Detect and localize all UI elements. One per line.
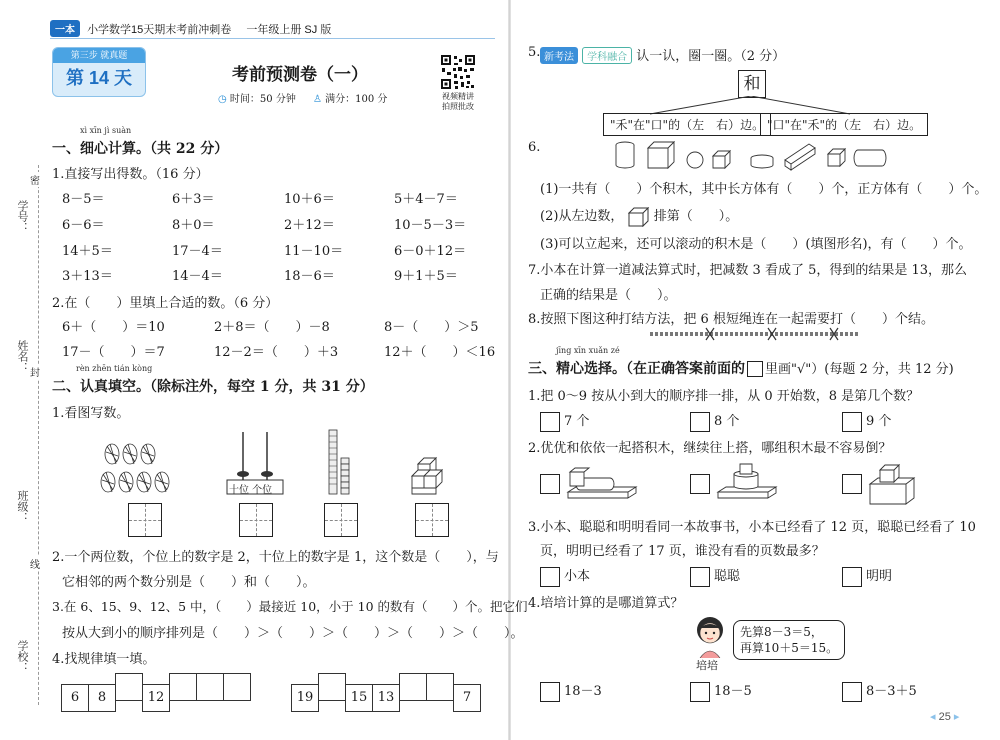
- qr-caption-grade: 拍照批改: [442, 102, 474, 111]
- time-limit: 时间：50 分钟: [229, 94, 296, 105]
- person-icon: ♙: [313, 94, 322, 105]
- option-label: 小本: [564, 569, 591, 584]
- q7-line1: 7.小本在计算一道减法算式时，把减数 3 看成了 5，得到的结果是 13，那么: [528, 263, 968, 278]
- cube-icon: [628, 207, 650, 227]
- checkbox[interactable]: [540, 412, 560, 432]
- new-method-badge: 新考法: [540, 47, 578, 64]
- mc3-option-b[interactable]: [690, 565, 740, 587]
- page-number: [930, 710, 959, 723]
- answer-checkbox-sample: [747, 361, 763, 377]
- s2-q3-line2: 按从大到小的顺序排列是（ ）＞（ ）＞（ ）＞（ ）＞（ ）。: [62, 626, 524, 641]
- s2-q3-line1: 3.在 6、15、9、12、5 中，（ ）最接近 10，小于 10 的数有（ ）个。把它们: [52, 599, 528, 614]
- calc-item: 10＋6＝: [284, 192, 335, 207]
- step-label: 第三步 就真题: [53, 48, 145, 63]
- section1-heading: 一、细心计算。（共 22 分）: [52, 141, 229, 157]
- mc4-option-a[interactable]: [540, 680, 602, 702]
- next-page-icon: ▸: [953, 711, 960, 723]
- seq-cell: 8: [88, 684, 116, 712]
- seal-mark-3: 线: [30, 556, 40, 571]
- page-number-value: 25: [938, 711, 951, 723]
- section3-title: [528, 346, 954, 378]
- checkbox[interactable]: [540, 682, 560, 702]
- checkbox[interactable]: [690, 682, 710, 702]
- fill-item: 12－2＝（ ）＋3: [214, 345, 339, 360]
- option-label: 7 个: [564, 414, 590, 429]
- q6-part2: [540, 205, 738, 227]
- mc3-line2: 页，明明已经看了 17 页，谁没有看的页数最多？: [540, 544, 825, 559]
- calc-item: 8＋0＝: [172, 218, 215, 233]
- seq-cell: 19: [291, 684, 319, 712]
- seq-cell: 6: [61, 684, 89, 712]
- calc-item: 10－5－3＝: [394, 218, 467, 233]
- calc-item: 17－4＝: [172, 244, 223, 259]
- mc1-option-b[interactable]: [690, 410, 739, 432]
- seq-cell: 13: [372, 684, 400, 712]
- qr-caption: [438, 92, 478, 112]
- section2-pinyin: rèn zhēn tián kòng: [76, 364, 153, 373]
- exam-meta: [218, 90, 387, 105]
- block-stack-b-picture: [714, 462, 784, 504]
- q6-part2-prefix: (2)从左边数，: [540, 209, 624, 224]
- mc1-option-c[interactable]: [842, 410, 891, 432]
- fill-item: 17－（ ）＝7: [62, 345, 165, 360]
- seq-cell[interactable]: [223, 673, 251, 701]
- checkbox[interactable]: [690, 474, 710, 494]
- option-label: 18－3: [564, 684, 602, 699]
- character-box: 和: [738, 70, 766, 98]
- option-left-box[interactable]: "禾"在"口"的（左 右）边。: [603, 113, 771, 136]
- option-right-box[interactable]: "口"在"禾"的（左 右）边。: [760, 113, 928, 136]
- fill-item: 2＋8＝（ ）－8: [214, 320, 330, 335]
- s2-q1: 1.看图写数。: [52, 406, 130, 421]
- sequence-1: [62, 673, 251, 712]
- student-id-label: 学号：: [16, 200, 29, 233]
- seq-cell[interactable]: [426, 673, 454, 701]
- class-label: 班级：: [16, 490, 29, 523]
- fill-item: 6＋（ ）＝10: [62, 320, 165, 335]
- grade-label: 一年级上册 SJ 版: [246, 24, 332, 36]
- q6-number: 6.: [528, 140, 541, 155]
- section3-heading-a: 三、精心选择。（在正确答案前面的: [528, 361, 745, 377]
- mc3-option-c[interactable]: [842, 565, 892, 587]
- calc-item: 14－4＝: [172, 269, 223, 284]
- sequence-2: [292, 673, 481, 712]
- day-label: 第 14 天: [65, 68, 133, 88]
- checkbox[interactable]: [842, 567, 862, 587]
- clock-icon: ◷: [218, 94, 227, 105]
- q5-text: 认一认，圈一圈。（2 分）: [636, 49, 786, 64]
- rope-knots-picture: [650, 326, 860, 342]
- ten-rod-picture: [325, 428, 355, 496]
- school-label: 学校：: [16, 640, 29, 673]
- section1-title: [52, 126, 229, 158]
- checkbox[interactable]: [842, 682, 862, 702]
- mc4-option-b[interactable]: [690, 680, 752, 702]
- q6-part1: (1)一共有（ ）个积木，其中长方体有（ ）个，正方体有（ ）个。: [540, 182, 988, 197]
- calc-item: 11－10＝: [284, 244, 344, 259]
- brand-logo: 一本: [50, 20, 80, 37]
- calc-item: 8－5＝: [62, 192, 105, 207]
- mc2-question: 2.优优和依依一起搭积木，继续往上搭，哪组积木最不容易倒？: [528, 441, 892, 456]
- checkbox[interactable]: [540, 567, 560, 587]
- answer-grid[interactable]: [128, 503, 162, 537]
- calc-item: 6－0＋12＝: [394, 244, 467, 259]
- option-label: 明明: [866, 569, 893, 584]
- seq-cell[interactable]: [318, 673, 346, 701]
- s2-q4: 4.找规律填一填。: [52, 652, 156, 667]
- speech-line-2: 再算10＋5＝15。: [740, 641, 839, 655]
- checkbox[interactable]: [540, 474, 560, 494]
- exam-title: 考前预测卷（一）: [232, 65, 368, 85]
- calc-item: 3＋13＝: [62, 269, 113, 284]
- answer-grid[interactable]: [415, 503, 449, 537]
- full-score: 满分：100 分: [325, 94, 388, 105]
- block-stack-c-picture: [866, 458, 926, 508]
- calc-item: 5＋4－7＝: [394, 192, 458, 207]
- seq-cell[interactable]: [196, 673, 224, 701]
- option-label: 8 个: [714, 414, 740, 429]
- q1-title: 1.直接写出得数。（16 分）: [52, 167, 209, 182]
- mc1-question: 1.把 0～9 按从小到大的顺序排一排，从 0 开始数，8 是第几个数？: [528, 389, 920, 404]
- seq-cell: 7: [453, 684, 481, 712]
- calc-item: 14＋5＝: [62, 244, 113, 259]
- abacus-label: 十位 个位: [229, 485, 273, 496]
- section2-heading: 二、认真填空。（除标注外，每空 1 分，共 31 分）: [52, 379, 374, 395]
- seq-cell: 12: [142, 684, 170, 712]
- option-label: 聪聪: [714, 569, 741, 584]
- q8: 8.按照下图这种打结方法，把 6 根短绳连在一起需要打（ ）个结。: [528, 312, 934, 327]
- mc4-option-c[interactable]: [842, 680, 917, 702]
- seal-mark-2: 封: [30, 364, 40, 379]
- seq-cell[interactable]: [115, 673, 143, 701]
- cube-stack-picture: [410, 452, 454, 496]
- q6-part3: (3)可以立起来，还可以滚动的积木是（ ）(填图形名)，有（ ）个。: [540, 237, 972, 252]
- mc4-question: 4.培培计算的是哪道算式？: [528, 596, 684, 611]
- section1-pinyin: xì xīn jì suàn: [80, 126, 132, 135]
- checkbox[interactable]: [842, 412, 862, 432]
- fill-item: 8－（ ）＞5: [384, 320, 479, 335]
- building-blocks-picture: [610, 138, 900, 172]
- mc3-option-a[interactable]: [540, 565, 590, 587]
- calc-item: 2＋12＝: [284, 218, 335, 233]
- option-label: 8－3＋5: [866, 684, 917, 699]
- stick-bundles-picture: [100, 440, 182, 500]
- seal-line: [38, 165, 39, 705]
- block-stack-a-picture: [564, 462, 644, 504]
- calc-item: 18－6＝: [284, 269, 335, 284]
- section3-pinyin: jīng xīn xuǎn zé: [556, 346, 620, 355]
- q5-number: 5.: [528, 45, 541, 60]
- header-rule: [50, 38, 495, 39]
- speech-bubble: [733, 620, 845, 660]
- calc-item: 6＋3＝: [172, 192, 215, 207]
- s2-q2-line1: 2.一个两位数，个位上的数字是 2，十位上的数字是 1，这个数是（ ），与: [52, 550, 499, 565]
- day-badge: [52, 47, 146, 97]
- q2-title: 2.在（ ）里填上合适的数。（6 分）: [52, 296, 279, 311]
- seal-mark-1: 密: [30, 172, 40, 187]
- series-header: [50, 20, 331, 38]
- girl-avatar: [690, 612, 730, 658]
- checkbox[interactable]: [690, 412, 710, 432]
- calc-item: 6－6＝: [62, 218, 105, 233]
- mc3-line1: 3.小本、聪聪和明明看同一本故事书，小本已经看了 12 页，聪聪已经看了 10: [528, 520, 976, 535]
- seq-cell: 15: [345, 684, 373, 712]
- answer-grid[interactable]: [324, 503, 358, 537]
- prev-page-icon: ◂: [930, 711, 936, 723]
- speech-line-1: 先算8－3＝5，: [740, 625, 823, 639]
- girl-name: 培培: [696, 659, 718, 672]
- mc1-option-a[interactable]: [540, 410, 589, 432]
- q7-line2: 正确的结果是（ ）。: [540, 288, 677, 303]
- option-label: 9 个: [866, 414, 892, 429]
- option-label: 18－5: [714, 684, 752, 699]
- checkbox[interactable]: [690, 567, 710, 587]
- q5-line: [528, 45, 785, 64]
- qr-code: [440, 54, 476, 90]
- seq-cell[interactable]: [169, 673, 197, 701]
- series-title: 小学数学15天期末考前冲刺卷: [87, 24, 232, 36]
- seq-cell[interactable]: [399, 673, 427, 701]
- cross-subject-badge: 学科融合: [582, 47, 632, 64]
- fill-item: 12＋（ ）＜16: [384, 345, 496, 360]
- name-label: 姓名：: [16, 340, 29, 373]
- qr-caption-video: 视频精讲: [442, 92, 474, 101]
- q6-part2-suffix: 排第（ ）。: [653, 209, 739, 224]
- s2-q2-line2: 它相邻的两个数分别是（ ）和（ ）。: [62, 575, 316, 590]
- section3-heading-b: 里画"√"）(每题 2 分，共 12 分): [765, 362, 954, 377]
- answer-grid[interactable]: [239, 503, 273, 537]
- section2-title: [52, 364, 374, 396]
- calc-item: 9＋1＋5＝: [394, 269, 458, 284]
- checkbox[interactable]: [842, 474, 862, 494]
